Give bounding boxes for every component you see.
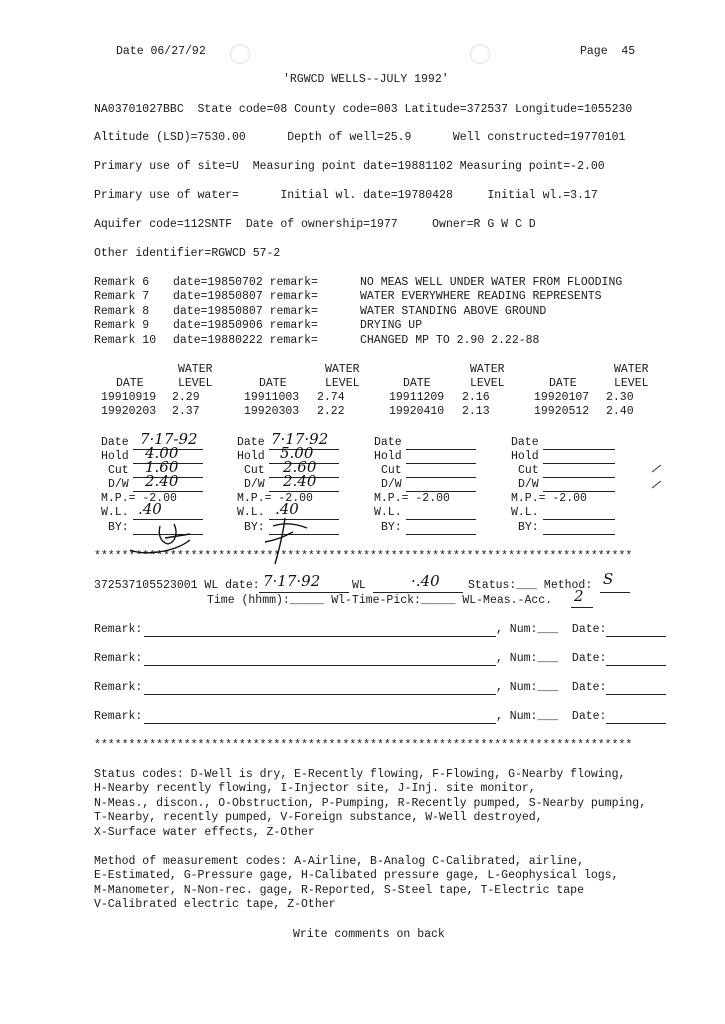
separator-stars: ******************************************************************************	[94, 550, 633, 563]
site-line-use: Primary use of site=U Measuring point date=19881102 Measuring point=-2.00	[94, 160, 605, 173]
form-label-hold: Hold	[237, 450, 265, 463]
form-label-date: Date	[374, 436, 402, 449]
status-codes-line: X-Surface water effects, Z-Other	[94, 826, 315, 839]
form-label-date: Date	[237, 436, 265, 449]
form-label-dw: D/W	[518, 478, 539, 491]
column-header: WATER	[325, 363, 360, 376]
column-header: DATE	[116, 377, 144, 390]
method-codes-line: Method of measurement codes: A-Airline, B-Analog C-Calibrated, airline,	[94, 855, 584, 868]
remark-text: WATER EVERYWHERE READING REPRESENTS	[360, 290, 602, 303]
remark-date: date=19850906 remark=	[173, 319, 318, 332]
table-cell-date: 19920203	[101, 405, 157, 418]
form-label-cut: Cut	[108, 464, 129, 477]
table-cell-level: 2.16	[462, 391, 490, 404]
remark-number: Remark 6	[94, 276, 157, 289]
site-line-aquifer: Aquifer code=112SNTF Date of ownership=1977 Owner=R G W C D	[94, 218, 536, 231]
separator-stars: ******************************************************************************	[94, 739, 633, 752]
remark-text: NO MEAS WELL UNDER WATER FROM FLOODING	[360, 276, 623, 289]
status-codes-line: H-Nearby recently flowing, I-Injector site, J-Inj. site monitor,	[94, 782, 536, 795]
column-header: WATER	[470, 363, 505, 376]
footer-note: Write comments on back	[293, 928, 445, 941]
table-cell-level: 2.37	[172, 405, 200, 418]
column-header: WATER	[614, 363, 649, 376]
remark-num-date: , Num:___ Date:	[496, 710, 607, 723]
form-label-hold: Hold	[101, 450, 129, 463]
entry-wl-label: WL	[352, 579, 366, 592]
form-label-cut: Cut	[244, 464, 265, 477]
form-label-mp: M.P.= -2.00	[101, 492, 177, 505]
signature-icon	[255, 512, 335, 572]
table-cell-date: 19920512	[534, 405, 590, 418]
table-cell-level: 2.30	[606, 391, 634, 404]
form-label-wl: W.L.	[101, 506, 129, 519]
remark-label: Remark:	[94, 623, 143, 636]
remark-date: date=19850702 remark=	[173, 276, 318, 289]
table-cell-date: 19910919	[101, 391, 157, 404]
handwritten-accuracy[interactable]: 2	[574, 587, 584, 605]
column-header: DATE	[403, 377, 431, 390]
table-cell-date: 19920107	[534, 391, 590, 404]
column-header: WATER	[178, 363, 213, 376]
handwritten-date[interactable]: 7·17·92	[271, 430, 329, 448]
method-codes-line: M-Manometer, N-Non-rec. gage, R-Reported, S-Steel tape, T-Electric tape	[94, 884, 584, 897]
form-label-hold: Hold	[374, 450, 402, 463]
site-line-identifier: Other identifier=RGWCD 57-2	[94, 247, 281, 260]
table-cell-date: 19920303	[244, 405, 300, 418]
status-codes-line: T-Nearby, recently pumped, V-Foreign substance, W-Well destroyed,	[94, 811, 543, 824]
form-label-by: BY:	[381, 521, 402, 534]
remark-number: Remark 10	[94, 334, 157, 347]
table-cell-date: 19911209	[389, 391, 445, 404]
remark-date: date=19880222 remark=	[173, 334, 318, 347]
remark-number: Remark 8	[94, 305, 157, 318]
column-header: LEVEL	[178, 377, 213, 390]
form-label-wl: W.L.	[237, 506, 265, 519]
entry-time-line: Time (hhmm):_____ Wl-Time-Pick:_____ WL-Meas.-Acc.	[207, 594, 553, 607]
remark-label: Remark:	[94, 681, 143, 694]
table-cell-level: 2.22	[317, 405, 345, 418]
table-cell-level: 2.13	[462, 405, 490, 418]
handwritten-dw[interactable]: 2.40	[283, 472, 317, 490]
form-label-mp: M.P.= -2.00	[374, 492, 450, 505]
table-cell-date: 19920410	[389, 405, 445, 418]
form-label-dw: D/W	[108, 478, 129, 491]
handwritten-date[interactable]: 7·17-92	[140, 430, 198, 448]
method-codes-line: E-Estimated, G-Pressure gage, H-Calibated pressure gage, L-Geophysical logs,	[94, 869, 619, 882]
entry-status-method: Status:___ Method:	[468, 579, 593, 592]
column-header: LEVEL	[325, 377, 360, 390]
handwritten-cut[interactable]: 2.60	[283, 458, 317, 476]
site-line-altitude: Altitude (LSD)=7530.00 Depth of well=25.9 Well constructed=19770101	[94, 131, 626, 144]
form-label-cut: Cut	[381, 464, 402, 477]
form-label-by: BY:	[108, 521, 129, 534]
form-label-dw: D/W	[244, 478, 265, 491]
handwritten-method[interactable]: S	[603, 570, 614, 588]
form-label-hold: Hold	[511, 450, 539, 463]
form-label-cut: Cut	[518, 464, 539, 477]
form-label-by: BY:	[518, 521, 539, 534]
handwritten-wl[interactable]: .40	[275, 500, 299, 518]
remark-number: Remark 9	[94, 319, 157, 332]
check-mark-icon	[650, 462, 664, 492]
remark-num-date: , Num:___ Date:	[496, 623, 607, 636]
status-codes-line: Status codes: D-Well is dry, E-Recently flowing, F-Flowing, G-Nearby flowing,	[94, 768, 626, 781]
site-line-water-use: Primary use of water= Initial wl. date=19780428 Initial wl.=3.17	[94, 189, 598, 202]
form-label-by: BY:	[244, 521, 265, 534]
form-label-mp: M.P.= -2.00	[511, 492, 587, 505]
handwritten-hold[interactable]: 5.00	[280, 444, 314, 462]
page-title: 'RGWCD WELLS--JULY 1992'	[283, 73, 449, 86]
remark-label: Remark:	[94, 652, 143, 665]
header-page: Page 45	[580, 45, 636, 58]
form-label-mp: M.P.= -2.00	[237, 492, 313, 505]
form-label-dw: D/W	[381, 478, 402, 491]
remark-label: Remark:	[94, 710, 143, 723]
table-cell-level: 2.29	[172, 391, 200, 404]
handwritten-wl[interactable]: .40	[138, 500, 162, 518]
table-cell-date: 19911003	[244, 391, 300, 404]
form-label-date: Date	[511, 436, 539, 449]
status-codes-line: N-Meas., discon., O-Obstruction, P-Pumping, R-Recently pumped, S-Nearby pumping,	[94, 797, 647, 810]
remark-num-date: , Num:___ Date:	[496, 652, 607, 665]
site-line-id: NA03701027BBC State code=08 County code=003 Latitude=372537 Longitude=1055230	[94, 103, 633, 116]
punch-hole-mark	[470, 44, 490, 64]
entry-site-wl-date-label: 372537105523001 WL date:	[94, 579, 260, 592]
remark-text: DRYING UP	[360, 319, 423, 332]
remark-num-date: , Num:___ Date:	[496, 681, 607, 694]
remark-text: WATER STANDING ABOVE GROUND	[360, 305, 547, 318]
remark-number: Remark 7	[94, 290, 157, 303]
table-cell-level: 2.74	[317, 391, 345, 404]
remark-text: CHANGED MP TO 2.90 2.22-88	[360, 334, 540, 347]
column-header: LEVEL	[470, 377, 505, 390]
table-cell-level: 2.40	[606, 405, 634, 418]
punch-hole-mark	[230, 44, 250, 64]
handwritten-wl[interactable]: ·.40	[411, 572, 440, 590]
form-label-wl: W.L.	[511, 506, 539, 519]
handwritten-cut[interactable]: 1.60	[145, 458, 179, 476]
handwritten-dw[interactable]: 2.40	[145, 472, 179, 490]
form-label-wl: W.L.	[374, 506, 402, 519]
method-codes-line: V-Calibrated electric tape, Z-Other	[94, 898, 336, 911]
column-header: LEVEL	[614, 377, 649, 390]
column-header: DATE	[259, 377, 287, 390]
handwritten-wl-date[interactable]: 7·17·92	[263, 572, 321, 590]
remark-date: date=19850807 remark=	[173, 305, 318, 318]
handwritten-hold[interactable]: 4.00	[145, 444, 179, 462]
header-date: Date 06/27/92	[116, 45, 206, 58]
remark-date: date=19850807 remark=	[173, 290, 318, 303]
column-header: DATE	[549, 377, 577, 390]
form-label-date: Date	[101, 436, 129, 449]
